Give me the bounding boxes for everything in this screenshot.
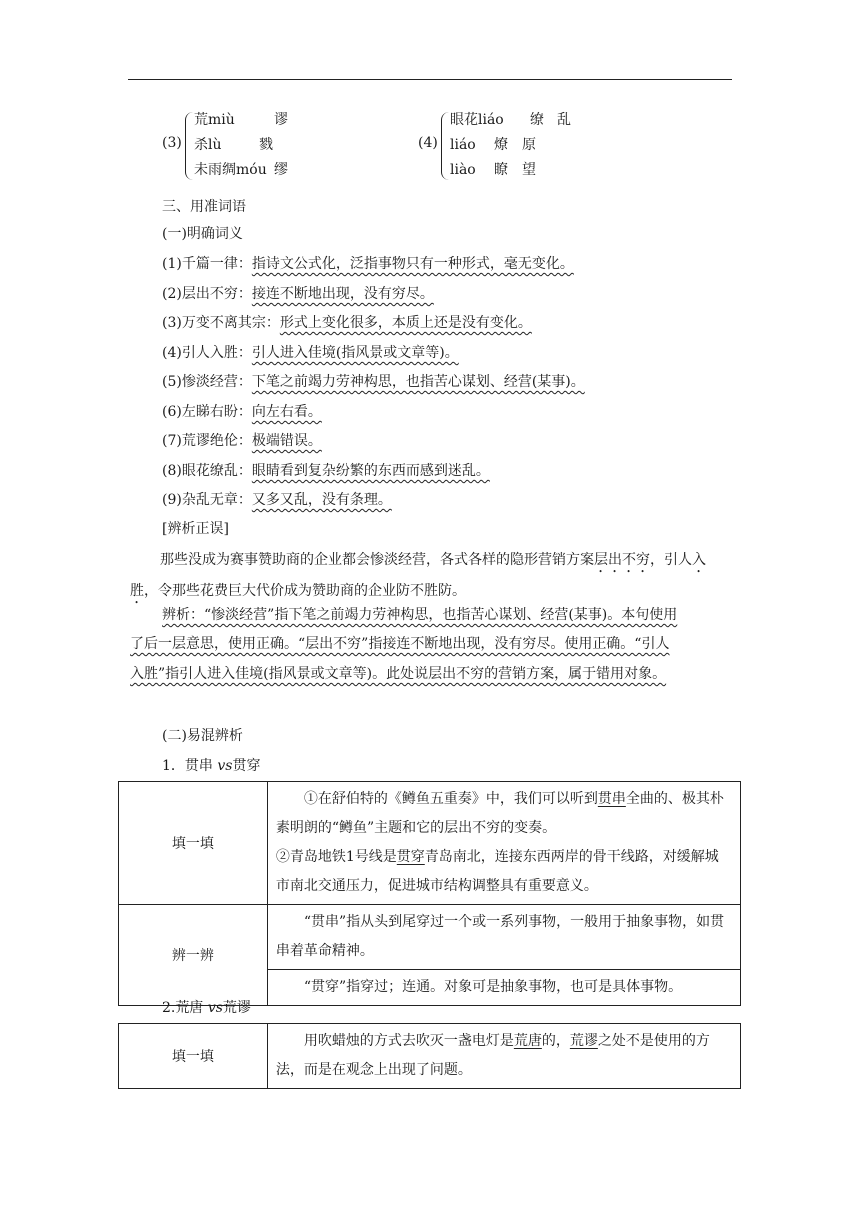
definition-item <box>162 431 322 451</box>
group-3-brace <box>185 112 194 180</box>
pair-title <box>162 998 251 1018</box>
pinyin-item: 杀lù <box>194 137 222 153</box>
definition-text: 引人进入佳境(指风景或文章等)。 <box>251 345 459 361</box>
analysis-line <box>162 605 677 625</box>
vs-label: vs <box>207 1000 223 1016</box>
definition-item <box>162 284 434 304</box>
diff-text-1: “贯串”指从头到尾穿过一个或一系列事物，一般用于抽象事物，如贯串着革命精神。 <box>267 905 740 970</box>
pair2-table <box>118 1023 741 1089</box>
definition-text: 又多又乱，没有条理。 <box>251 492 392 508</box>
definition-term: (6)左睇右盼： <box>162 404 252 420</box>
header-rule <box>128 79 732 80</box>
sentence-part: ，令那些花费巨大代价成为赞助商的企业防不胜防。 <box>144 583 466 599</box>
definition-text: 形式上变化很多，本质上还是没有变化。 <box>279 315 532 331</box>
definition-item <box>162 313 532 333</box>
pinyin-char: 瞭 <box>494 162 508 178</box>
definition-term: (1)千篇一律： <box>162 256 252 272</box>
bianxi-title: [辨析正误] <box>162 521 229 537</box>
analysis-label: 辨析： <box>162 607 204 623</box>
analysis-text: 了后一层意思，使用正确。“层出不穷”指接连不断地出现，没有穷尽。使用正确。“引人 <box>130 636 670 652</box>
sentence-part: ①在舒伯特的《鳟鱼五重奏》中，我们可以听到 <box>303 791 598 807</box>
definition-text: 下笔之前竭力劳神构思，也指苦心谋划、经营(某事)。 <box>251 374 585 390</box>
diff-text-2: “贯穿”指穿过；连通。对象可是抽象事物，也可是具体事物。 <box>267 970 740 1006</box>
sentence-part: 青岛南北，连接东西两岸的骨干线路，对缓解城市南北交通压力，促进城市结构调整具有重要意义。 <box>275 849 719 894</box>
fill-content <box>267 1024 740 1089</box>
pair1-table <box>118 781 741 1006</box>
pinyin-char: 缪 <box>274 162 288 178</box>
definition-item <box>162 461 490 481</box>
sentence-part: 那些没成为赛事赞助商的企业都会惨淡经营，各式各样的隐形营销方案 <box>160 552 594 568</box>
sentence-part: 的， <box>541 1033 570 1049</box>
definition-item <box>162 402 322 422</box>
definition-text: 极端错误。 <box>251 433 322 449</box>
test-sentence <box>130 545 730 607</box>
fill-label: 填一填 <box>119 782 268 905</box>
table-row <box>119 905 741 970</box>
pair-title-text: 1．贯串 <box>162 758 218 774</box>
pair-title-text: 贯穿 <box>232 758 261 774</box>
group-4-number: (4) <box>418 135 438 151</box>
fill-label: 填一填 <box>119 1024 268 1089</box>
answer-word: 荒谬 <box>569 1033 598 1049</box>
answer-word: 荒唐 <box>513 1033 542 1049</box>
diff-label: 辨一辨 <box>119 905 268 1006</box>
sentence-part: 全曲的、极其朴素明朗的“鳟鱼”主题和它的层出不穷的变奏。 <box>275 791 724 836</box>
dotted-word: 层出不穷 <box>594 552 650 568</box>
answer-word: 贯串 <box>597 791 626 807</box>
pinyin-char: 缭 <box>530 112 544 128</box>
definition-term: (9)杂乱无章： <box>162 492 252 508</box>
vs-label: vs <box>217 758 233 774</box>
pair-title-text: 荒谬 <box>222 1000 251 1016</box>
table-row <box>119 782 741 905</box>
definition-term: (3)万变不离其宗： <box>162 315 280 331</box>
definition-term: (4)引人入胜： <box>162 345 252 361</box>
pair-title-text: 2.荒唐 <box>162 1000 208 1016</box>
definition-term: (2)层出不穷： <box>162 286 252 302</box>
definition-text: 眼睛看到复杂纷繁的东西而感到迷乱。 <box>251 463 490 479</box>
dotted-word: 入胜 <box>130 552 706 599</box>
sentence-part: ，引人 <box>650 552 692 568</box>
table-row <box>119 1024 741 1089</box>
definition-text: 接连不断地出现，没有穷尽。 <box>251 286 434 302</box>
pinyin-char: 乱 <box>557 112 571 128</box>
sentence-part: 用吹蜡烛的方式去吹灭一盏电灯是 <box>303 1033 514 1049</box>
pinyin-item: 未雨绸móu <box>194 162 267 178</box>
answer-word: 贯穿 <box>396 849 425 865</box>
pinyin-item: 荒miù <box>194 112 235 128</box>
pinyin-char: 谬 <box>274 112 288 128</box>
pair-title <box>162 756 260 776</box>
definition-text: 向左右看。 <box>251 404 322 420</box>
pinyin-char: 戮 <box>259 137 273 153</box>
analysis-line <box>130 634 669 654</box>
pinyin-char: 望 <box>522 162 536 178</box>
group-3-number: (3) <box>162 135 182 151</box>
pinyin-char: 燎 <box>494 137 508 153</box>
definition-term: (8)眼花缭乱： <box>162 463 252 479</box>
pinyin-char: 原 <box>522 137 536 153</box>
subsection-heading: (一)明确词义 <box>162 226 243 242</box>
definition-item <box>162 254 574 274</box>
pinyin-item: 眼花liáo <box>450 112 504 128</box>
definition-item <box>162 490 392 510</box>
sentence-part: 之处不是使用的方法，而是在观念上出现了问题。 <box>275 1033 710 1078</box>
fill-content <box>267 782 740 905</box>
definition-term: (5)惨淡经营： <box>162 374 252 390</box>
definition-term: (7)荒谬绝伦： <box>162 433 252 449</box>
pinyin-item: liáo <box>450 137 476 153</box>
pinyin-item: liào <box>450 162 476 178</box>
fill-sentence-2 <box>276 843 732 901</box>
analysis-text: 入胜”指引人进入佳境(指风景或文章等)。此处说层出不穷的营销方案，属于错用对象。 <box>130 666 667 682</box>
definition-item <box>162 343 459 363</box>
fill-sentence-1 <box>276 785 732 843</box>
definition-item <box>162 372 585 392</box>
group-4-brace <box>441 112 450 180</box>
analysis-text: “惨淡经营”指下笔之前竭力劳神构思，也指苦心谋划、经营(某事)。本句使用 <box>204 607 678 623</box>
section-heading: 三、用准词语 <box>162 199 246 215</box>
subsection-heading: (二)易混辨析 <box>162 728 243 744</box>
definition-text: 指诗文公式化，泛指事物只有一种形式，毫无变化。 <box>251 256 574 272</box>
analysis-line <box>130 664 666 684</box>
sentence-part: ②青岛地铁1号线是 <box>275 849 397 865</box>
